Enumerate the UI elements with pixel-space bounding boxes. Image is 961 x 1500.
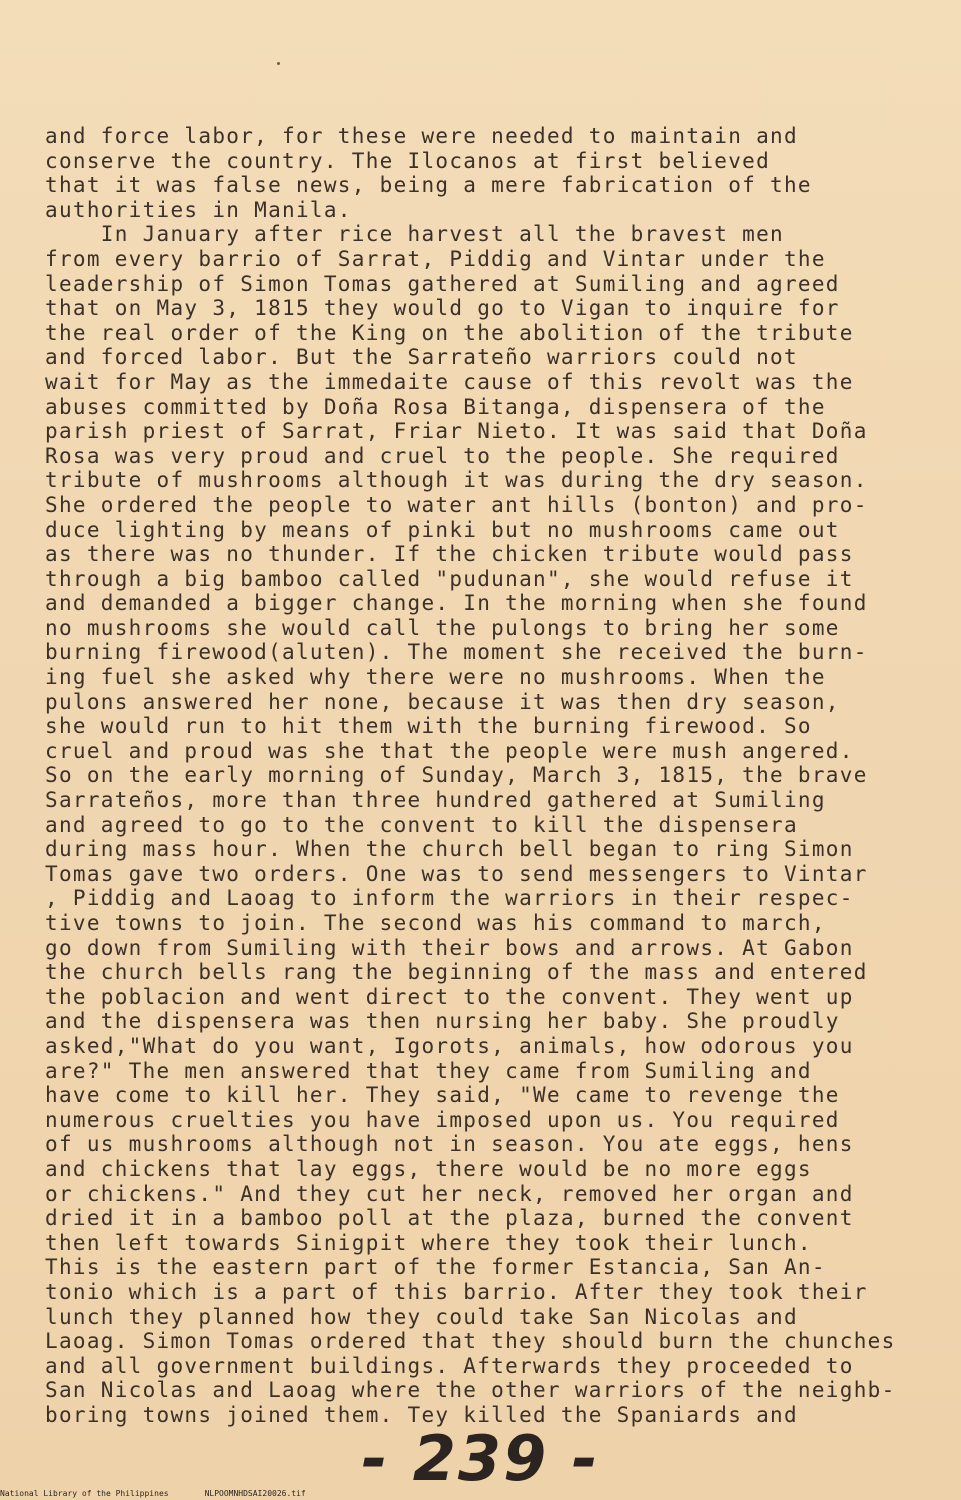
text-line: , Piddig and Laoag to inform the warriors in their respec- xyxy=(45,886,854,911)
footer-file-id: NLPOOMNHDSAI20026.tif xyxy=(204,1489,306,1498)
text-line: tonio which is a part of this barrio. After they took their xyxy=(45,1279,868,1304)
text-line: abuses committed by Doña Rosa Bitanga, dispensera of the xyxy=(45,394,826,419)
text-line: burning firewood(aluten). The moment she received the burn- xyxy=(45,640,868,665)
text-line: no mushrooms she would call the pulongs to bring her some xyxy=(45,615,840,640)
typed-text-body xyxy=(45,124,945,1427)
text-line: then left towards Sinigpit where they took their lunch. xyxy=(45,1230,812,1255)
text-line: and agreed to go to the convent to kill the dispensera xyxy=(45,812,798,837)
text-line: she would run to hit them with the burning firewood. So xyxy=(45,714,812,739)
stray-mark xyxy=(277,62,280,65)
text-line: This is the eastern part of the former Estancia, San An- xyxy=(45,1255,826,1280)
text-line: Rosa was very proud and cruel to the people. She required xyxy=(45,443,840,468)
text-line: lunch they planned how they could take San Nicolas and xyxy=(45,1304,798,1329)
text-line: So on the early morning of Sunday, March 3, 1815, the brave xyxy=(45,763,868,788)
text-line: from every barrio of Sarrat, Piddig and Vintar under the xyxy=(45,246,826,271)
text-line: and demanded a bigger change. In the morning when she found xyxy=(45,591,868,616)
text-line: tribute of mushrooms although it was during the dry season. xyxy=(45,468,868,493)
text-line: authorities in Manila. xyxy=(45,197,352,222)
text-line: and forced labor. But the Sarrateño warriors could not xyxy=(45,345,798,370)
text-line: leadership of Simon Tomas gathered at Sumiling and agreed xyxy=(45,271,840,296)
text-line: pulons answered her none, because it was then dry season, xyxy=(45,689,840,714)
footer xyxy=(0,1489,400,1498)
text-line: duce lighting by means of pinki but no mushrooms came out xyxy=(45,517,840,542)
text-line: have come to kill her. They said, "We came to revenge the xyxy=(45,1083,840,1108)
page-number: - 239 - xyxy=(361,1422,600,1495)
text-line: Laoag. Simon Tomas ordered that they should burn the chunches xyxy=(45,1329,896,1354)
text-line: cruel and proud was she that the people were mush angered. xyxy=(45,738,854,763)
text-line: boring towns joined them. Tey killed the Spaniards and xyxy=(45,1402,798,1427)
text-line: Tomas gave two orders. One was to send messengers to Vintar xyxy=(45,861,868,886)
text-line: or chickens." And they cut her neck, removed her organ and xyxy=(45,1181,854,1206)
text-line: numerous cruelties you have imposed upon us. You required xyxy=(45,1107,840,1132)
text-line: the church bells rang the beginning of the mass and entered xyxy=(45,960,868,985)
text-line: are?" The men answered that they came from Sumiling and xyxy=(45,1058,812,1083)
text-line: the real order of the King on the abolition of the tribute xyxy=(45,320,854,345)
text-line: during mass hour. When the church bell began to ring Simon xyxy=(45,837,854,862)
text-line: and force labor, for these were needed to maintain and xyxy=(45,124,798,148)
text-line: conserve the country. The Ilocanos at first believed xyxy=(45,148,771,173)
text-line: parish priest of Sarrat, Friar Nieto. It was said that Doña xyxy=(45,419,868,444)
footer-institution: National Library of the Philippines xyxy=(0,1489,169,1498)
text-line: go down from Sumiling with their bows and arrows. At Gabon xyxy=(45,935,854,960)
text-line: that it was false news, being a mere fabrication of the xyxy=(45,173,812,198)
text-line: as there was no thunder. If the chicken tribute would pass xyxy=(45,542,854,567)
text-line: wait for May as the immedaite cause of this revolt was the xyxy=(45,369,854,394)
text-line: ing fuel she asked why there were no mushrooms. When the xyxy=(45,665,826,690)
text-line: tive towns to join. The second was his command to march, xyxy=(45,911,826,935)
text-line: asked,"What do you want, Igorots, animals, how odorous you xyxy=(45,1033,854,1058)
text-line: dried it in a bamboo poll at the plaza, burned the convent xyxy=(45,1206,854,1231)
text-line: of us mushrooms although not in season. You ate eggs, hens xyxy=(45,1132,854,1157)
text-line: and all government buildings. Afterwards they proceeded to xyxy=(45,1353,854,1378)
text-line: San Nicolas and Laoag where the other warriors of the neighb- xyxy=(45,1378,896,1403)
text-line: She ordered the people to water ant hills (bonton) and pro- xyxy=(45,492,868,517)
text-line: the poblacion and went direct to the convent. They went up xyxy=(45,984,854,1009)
text-line: and the dispensera was then nursing her baby. She proudly xyxy=(45,1009,840,1034)
text-line: through a big bamboo called "pudunan", she would refuse it xyxy=(45,566,854,591)
text-line: In January after rice harvest all the bravest men xyxy=(45,222,784,247)
text-line: that on May 3, 1815 they would go to Vigan to inquire for xyxy=(45,296,840,321)
text-line: and chickens that lay eggs, there would be no more eggs xyxy=(45,1156,812,1181)
text-line: Sarrateños, more than three hundred gathered at Sumiling xyxy=(45,788,826,813)
